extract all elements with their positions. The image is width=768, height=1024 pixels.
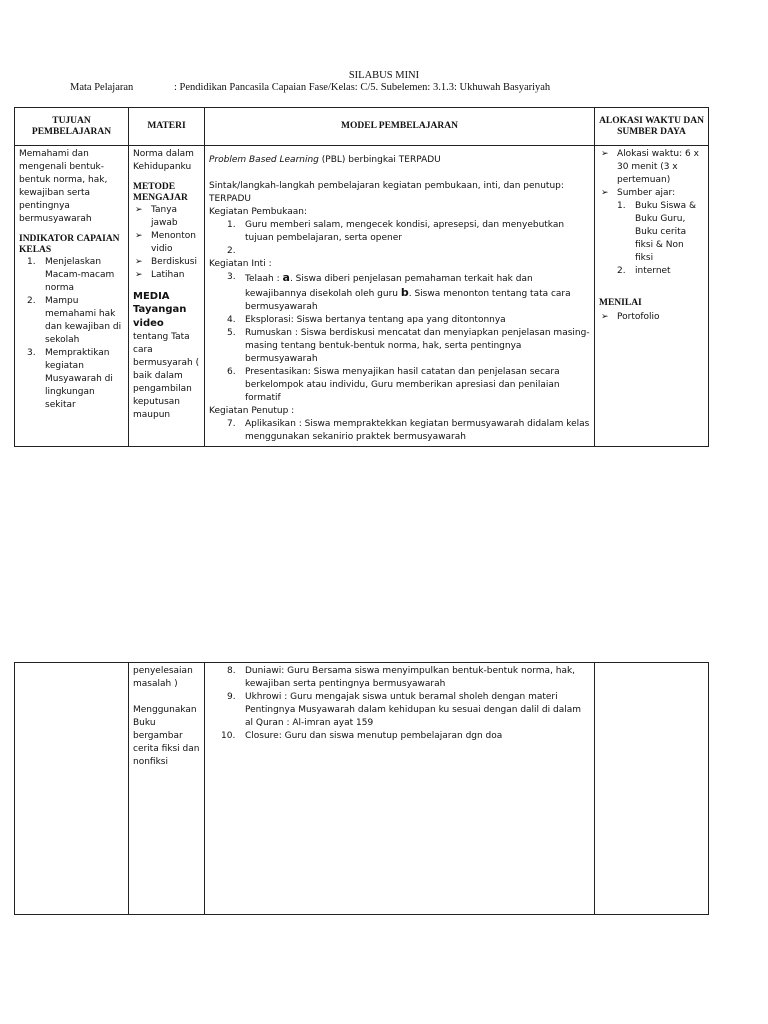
arrow-bullet-icon: ➢ — [601, 188, 609, 198]
subject-line — [70, 82, 550, 93]
syllabus-table — [14, 107, 709, 447]
model-cell-continued — [205, 663, 595, 915]
arrow-bullet-icon: ➢ — [135, 270, 143, 280]
arrow-bullet-icon: ➢ — [135, 257, 143, 267]
list-item: 1. Buku Siswa & Buku Guru, Buku cerita fiksi & Non fiksi — [617, 201, 697, 263]
subject-value: : Pendidikan Pancasila Capaian Fase/Kelas: C/5. Subelemen: 3.1.3: Ukhuwah Basyariyah — [174, 82, 551, 93]
metode-heading: METODE MENGAJAR — [133, 182, 188, 203]
alokasi-list — [599, 148, 704, 200]
penutup-heading: Kegiatan Penutup : — [209, 406, 295, 416]
list-item: 2. Mampu memahami hak dan kewajiban di sekolah — [27, 296, 122, 345]
list-item: ➢ Portofolio — [601, 312, 660, 322]
alokasi-cell-continued — [595, 663, 709, 915]
list-item: ➢ Menonton vidio — [135, 231, 196, 254]
inti-heading: Kegiatan Inti : — [209, 259, 272, 269]
tujuan-text: Memahami dan mengenali bentuk-bentuk norma, hak, kewajiban serta pentingnya bermusyawarah — [19, 149, 108, 224]
header-tujuan: TUJUAN PEMBELAJARAN — [15, 108, 129, 146]
arrow-bullet-icon: ➢ — [135, 231, 143, 241]
arrow-bullet-icon: ➢ — [601, 312, 609, 322]
media2-text: Menggunakan Buku bergambar cerita fiksi dan nonfiksi — [133, 705, 200, 767]
metode-list — [133, 204, 200, 282]
list-item: 1. Guru memberi salam, mengecek kondisi, apresepsi, dan menyebutkan tujuan pembelajaran, serta opener — [227, 220, 565, 243]
list-item: 2. internet — [617, 266, 671, 276]
media-text: Tayangan video tentang Tata cara bermusyarah ( baik dalam pengambilan keputusan maupun — [133, 304, 200, 420]
materi-cell-continued — [129, 663, 205, 915]
list-item: 2. — [227, 246, 236, 256]
pbl-line: Problem Based Learning (PBL) berbingkai TERPADU — [209, 155, 441, 165]
alokasi-cell — [595, 146, 709, 447]
list-item: 7. Aplikasikan : Siswa mempraktekkan kegiatan bermusyawarah didalam kelas menggunakan sekanirio praktek bermusyawarah — [227, 419, 590, 442]
arrow-bullet-icon: ➢ — [601, 149, 609, 159]
list-item: 4. Eksplorasi: Siswa bertanya tentang apa yang ditontonnya — [227, 315, 506, 325]
header-alokasi: ALOKASI WAKTU DAN SUMBER DAYA — [595, 108, 709, 146]
document-title: SILABUS MINI — [348, 70, 420, 81]
list-item: 3. Telaah : a. Siswa diberi penjelasan pemahaman terkait hak dan kewajibannya disekolah oleh guru b. Siswa menonton tentang tata cara bermusyawarah — [227, 271, 571, 312]
list-item: ➢ Tanya jawab — [135, 205, 178, 228]
list-item: 5. Rumuskan : Siswa berdiskusi mencatat dan menyiapkan penjelasan masing-masing tentang bentuk-bentuk norma, hak, serta pentingnya bermusyawarah — [227, 328, 590, 364]
list-item: 6. Presentasikan: Siswa menyajikan hasil catatan dan penjelasan secara berkelompok atau individu, Guru memberikan apresiasi dan penilaian formatif — [227, 367, 560, 403]
pembukaan-list — [209, 219, 590, 258]
indikator-list — [19, 256, 124, 412]
subject-label: Mata Pelajaran — [70, 82, 134, 93]
list-item: ➢ Alokasi waktu: 6 x 30 menit (3 x pertemuan) — [601, 149, 699, 185]
header-materi: MATERI — [129, 108, 205, 146]
materi-cell — [129, 146, 205, 447]
list-item: 3. Mempraktikan kegiatan Musyawarah di lingkungan sekitar — [27, 348, 113, 410]
table-row — [15, 663, 709, 915]
model-cell — [205, 146, 595, 447]
tujuan-cell-continued — [15, 663, 129, 915]
table-header-row — [15, 108, 709, 146]
sumber-list — [599, 200, 704, 278]
list-item: 8. Duniawi: Guru Bersama siswa menyimpulkan bentuk-bentuk norma, hak, kewajiban serta pentingnya bermusyawarah — [227, 666, 576, 689]
list-item: 9. Ukhrowi : Guru mengajak siswa untuk beramal sholeh dengan materi Pentingnya Musyawarah dalam kehidupan ku sesuai dengan dalil di dalam al Quran : Al-imran ayat 159 — [227, 692, 581, 728]
inti-list — [209, 271, 590, 405]
materi-topic: Norma dalam Kehidupanku — [133, 149, 194, 172]
pembukaan-heading: Kegiatan Pembukaan: — [209, 207, 307, 217]
list-item: ➢ Berdiskusi — [135, 257, 197, 267]
list-item: ➢ Sumber ajar: — [601, 188, 676, 198]
menilai-heading: MENILAI — [599, 298, 642, 308]
penutup-list — [209, 418, 590, 444]
media-label: MEDIA — [133, 291, 170, 302]
header-model: MODEL PEMBELAJARAN — [205, 108, 595, 146]
media-text-continued: penyelesaian masalah ) — [133, 666, 193, 689]
sintak-text: Sintak/langkah-langkah pembelajaran kegiatan pembukaan, inti, dan penutup: TERPADU — [209, 181, 564, 204]
list-item: 10. Closure: Guru dan siswa menutup pembelajaran dgn doa — [221, 731, 503, 741]
list-item: 1. Menjelaskan Macam-macam norma — [27, 257, 115, 293]
table-row — [15, 146, 709, 447]
indikator-heading: INDIKATOR CAPAIAN KELAS — [19, 234, 120, 255]
list-item: ➢ Latihan — [135, 270, 185, 280]
arrow-bullet-icon: ➢ — [135, 205, 143, 215]
penutup-list-continued — [209, 665, 590, 743]
syllabus-table-continued — [14, 662, 709, 915]
menilai-list — [599, 311, 704, 324]
tujuan-cell — [15, 146, 129, 447]
